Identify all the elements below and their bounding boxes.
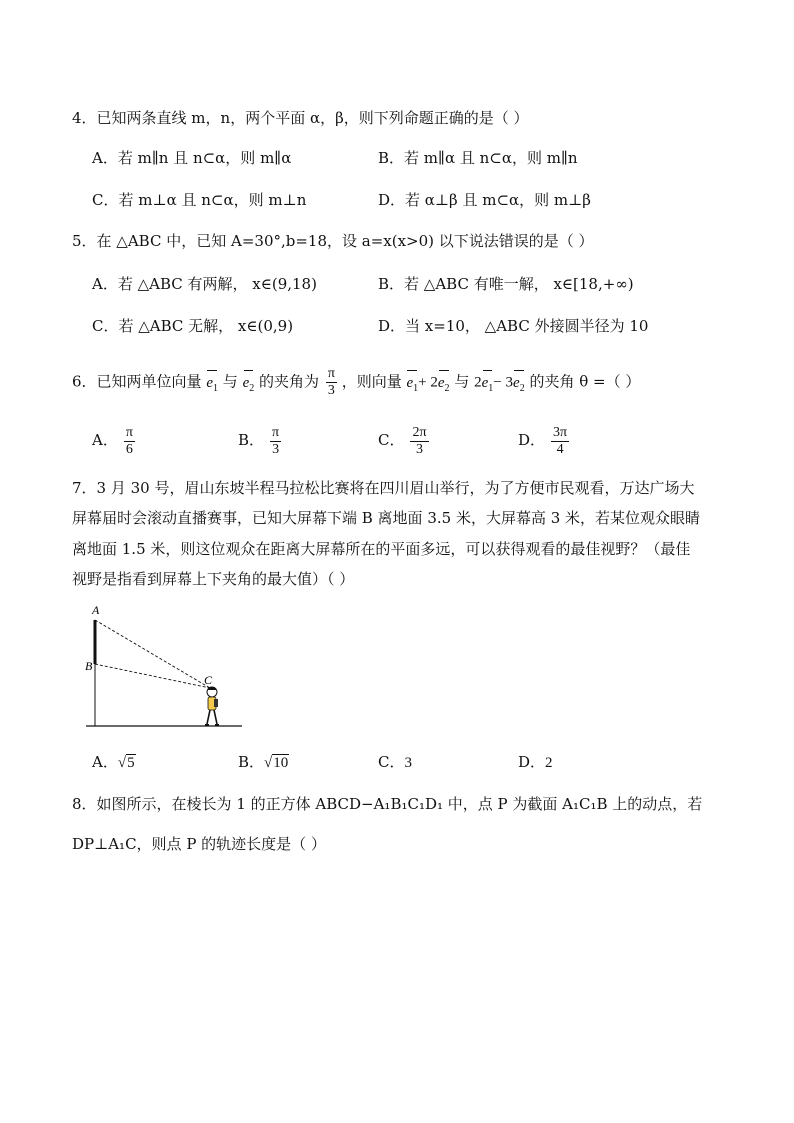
- q7-line-4: 视野是指看到屏幕上下夹角的最大值）（ ）: [72, 570, 355, 588]
- q5-option-d: D．当 x=10， △ABC 外接圆半径为 10: [378, 317, 649, 335]
- q6-stem-part: ，则向量: [341, 372, 402, 391]
- q7-figure: [82, 600, 252, 732]
- sightline-b: [95, 664, 210, 688]
- q7-option-d: D．2: [518, 753, 553, 771]
- q7-line-3: 离地面 1.5 米，则这位观众在距离大屏幕所在的平面多远，可以获得观看的最佳视野？（最佳: [72, 540, 691, 558]
- q6-option-b: B． $\frac{\pi}{3}$: [238, 424, 280, 457]
- q7-option-c: C．3: [378, 753, 412, 771]
- q6-option-a: A． $\frac{\pi}{6}$: [92, 424, 133, 457]
- q5-stem: 5．在 △ABC 中，已知 A=30°,b=18，设 a=x(x>0) 以下说法错误的是（ ）: [72, 232, 594, 250]
- q6-option-d: D． $\frac{3\pi}{4}$: [518, 424, 568, 457]
- vector-e2: $e_2$: [243, 369, 255, 403]
- fig-label-a: A: [92, 603, 100, 617]
- q5-option-c: C．若 △ABC 无解， x∈(0,9): [92, 317, 294, 335]
- q6-stem-part: 与: [454, 372, 470, 391]
- vector-e2: $e_2$: [438, 369, 450, 403]
- sightline-a: [95, 620, 210, 688]
- q7-line-1: 7．3 月 30 号，眉山东坡半程马拉松比赛将在四川眉山举行，为了方便市民观看，万达广场大: [72, 479, 695, 497]
- q7-option-b: B．√10: [238, 753, 289, 771]
- q6-expr: + 2: [418, 374, 438, 391]
- q7-line-2: 屏幕届时会滚动直播赛事，已知大屏幕下端 B 离地面 3.5 米，大屏幕高 3 米，若某位观众眼睛: [72, 509, 701, 527]
- vector-e1: $e_1$: [406, 369, 418, 403]
- q7-option-a: A．√5: [92, 753, 135, 771]
- q4-stem: 4．已知两条直线 m，n，两个平面 α，β，则下列命题正确的是（ ）: [72, 109, 529, 127]
- q6-expr: 2: [474, 374, 482, 391]
- viewer-figure: [205, 687, 219, 725]
- q6-stem-part: 的夹角 θ =（ ）: [529, 372, 641, 391]
- pi-over-3: $\frac{\pi}{3}$: [327, 366, 335, 398]
- fig-label-c: C: [204, 673, 213, 687]
- q6-stem-part: 与: [222, 372, 238, 391]
- q6-stem-part: 的夹角为: [259, 372, 320, 391]
- q6-stem: [72, 366, 640, 403]
- vector-e2: $e_2$: [513, 369, 525, 403]
- q4-option-b: B．若 m∥α 且 n⊂α，则 m∥n: [378, 149, 578, 167]
- q6-expr: − 3: [493, 374, 514, 391]
- q4-option-c: C．若 m⊥α 且 n⊂α，则 m⊥n: [92, 191, 307, 209]
- fig-label-b: B: [85, 659, 93, 673]
- q8-line-1: 8．如图所示，在棱长为 1 的正方体 ABCD−A₁B₁C₁D₁ 中，点 P 为截面 A₁C₁B 上的动点，若: [72, 795, 703, 813]
- vector-e1: $e_1$: [482, 369, 494, 403]
- q4-option-d: D．若 α⊥β 且 m⊂α，则 m⊥β: [378, 191, 591, 209]
- q6-option-c: C． $\frac{2\pi}{3}$: [378, 424, 427, 457]
- q6-stem-part: 6．已知两单位向量: [72, 372, 202, 391]
- q8-line-2: DP⊥A₁C，则点 P 的轨迹长度是（ ）: [72, 835, 326, 853]
- q5-option-b: B．若 △ABC 有唯一解， x∈[18,+∞): [378, 275, 634, 293]
- q4-option-a: A．若 m∥n 且 n⊂α，则 m∥α: [92, 149, 292, 167]
- q5-option-a: A．若 △ABC 有两解， x∈(9,18): [92, 275, 317, 293]
- vector-e1: $e_1$: [206, 369, 218, 403]
